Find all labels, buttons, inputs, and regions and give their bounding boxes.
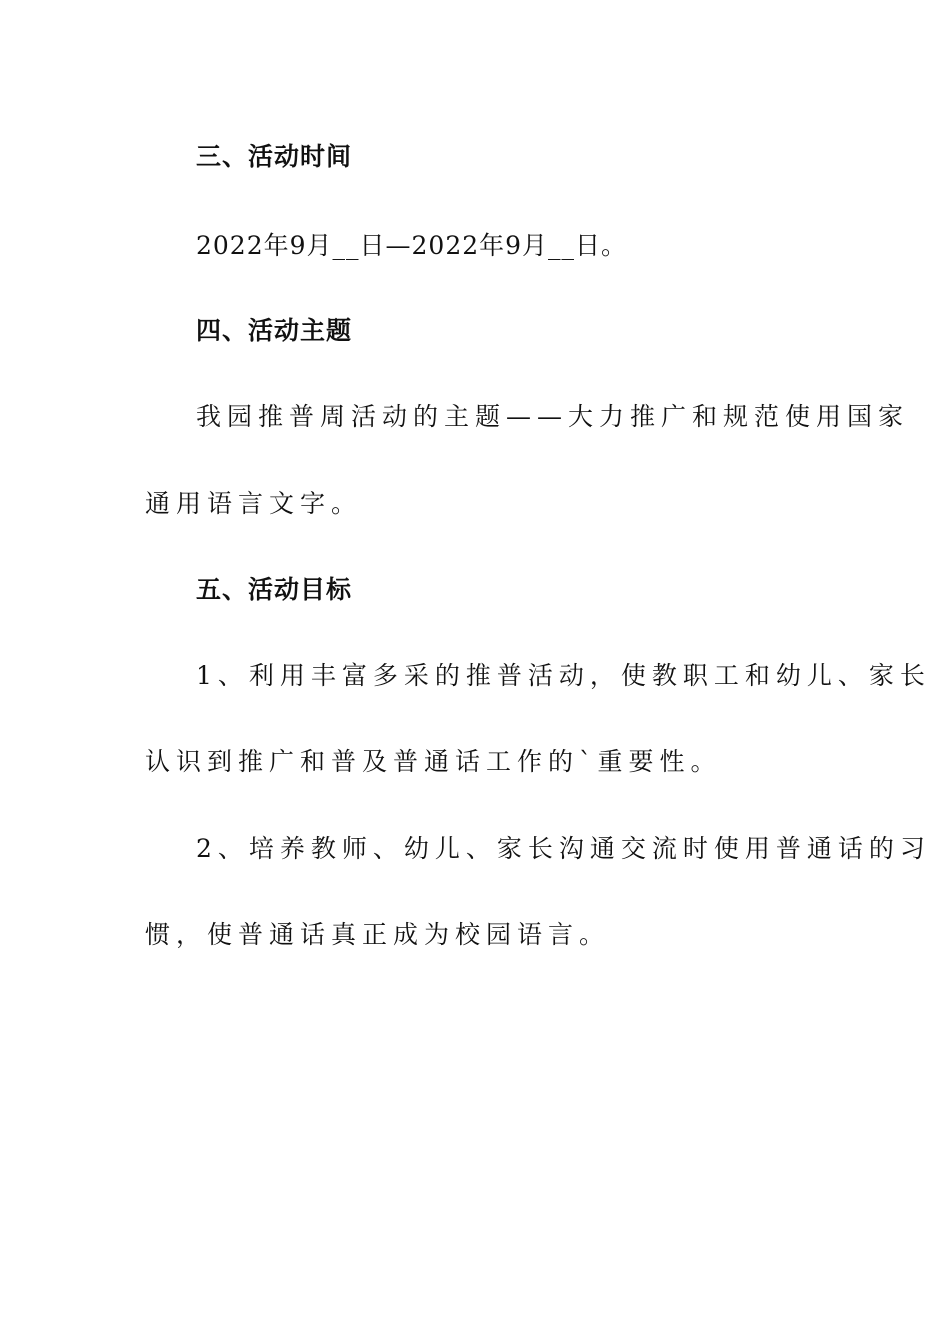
activity-theme-paragraph-line-1: 我园推普周活动的主题——大力推广和规范使用国家 (196, 402, 910, 431)
section-heading-activity-goals: 五、活动目标 (196, 575, 353, 604)
section-heading-activity-theme: 四、活动主题 (196, 316, 353, 345)
goal-1-line-2: 认识到推广和普及普通话工作的`重要性。 (145, 747, 722, 776)
activity-theme-paragraph-line-2: 通用语言文字。 (145, 489, 363, 518)
activity-time-paragraph: 2022年9月__日—2022年9月__日。 (196, 231, 628, 260)
goal-2-line-2: 惯，使普通话真正成为校园语言。 (145, 920, 611, 949)
goal-1-line-1: 1、利用丰富多采的推普活动，使教职工和幼儿、家长 (196, 661, 931, 690)
goal-2-line-1: 2、培养教师、幼儿、家长沟通交流时使用普通话的习 (196, 834, 931, 863)
section-heading-activity-time: 三、活动时间 (196, 142, 353, 171)
